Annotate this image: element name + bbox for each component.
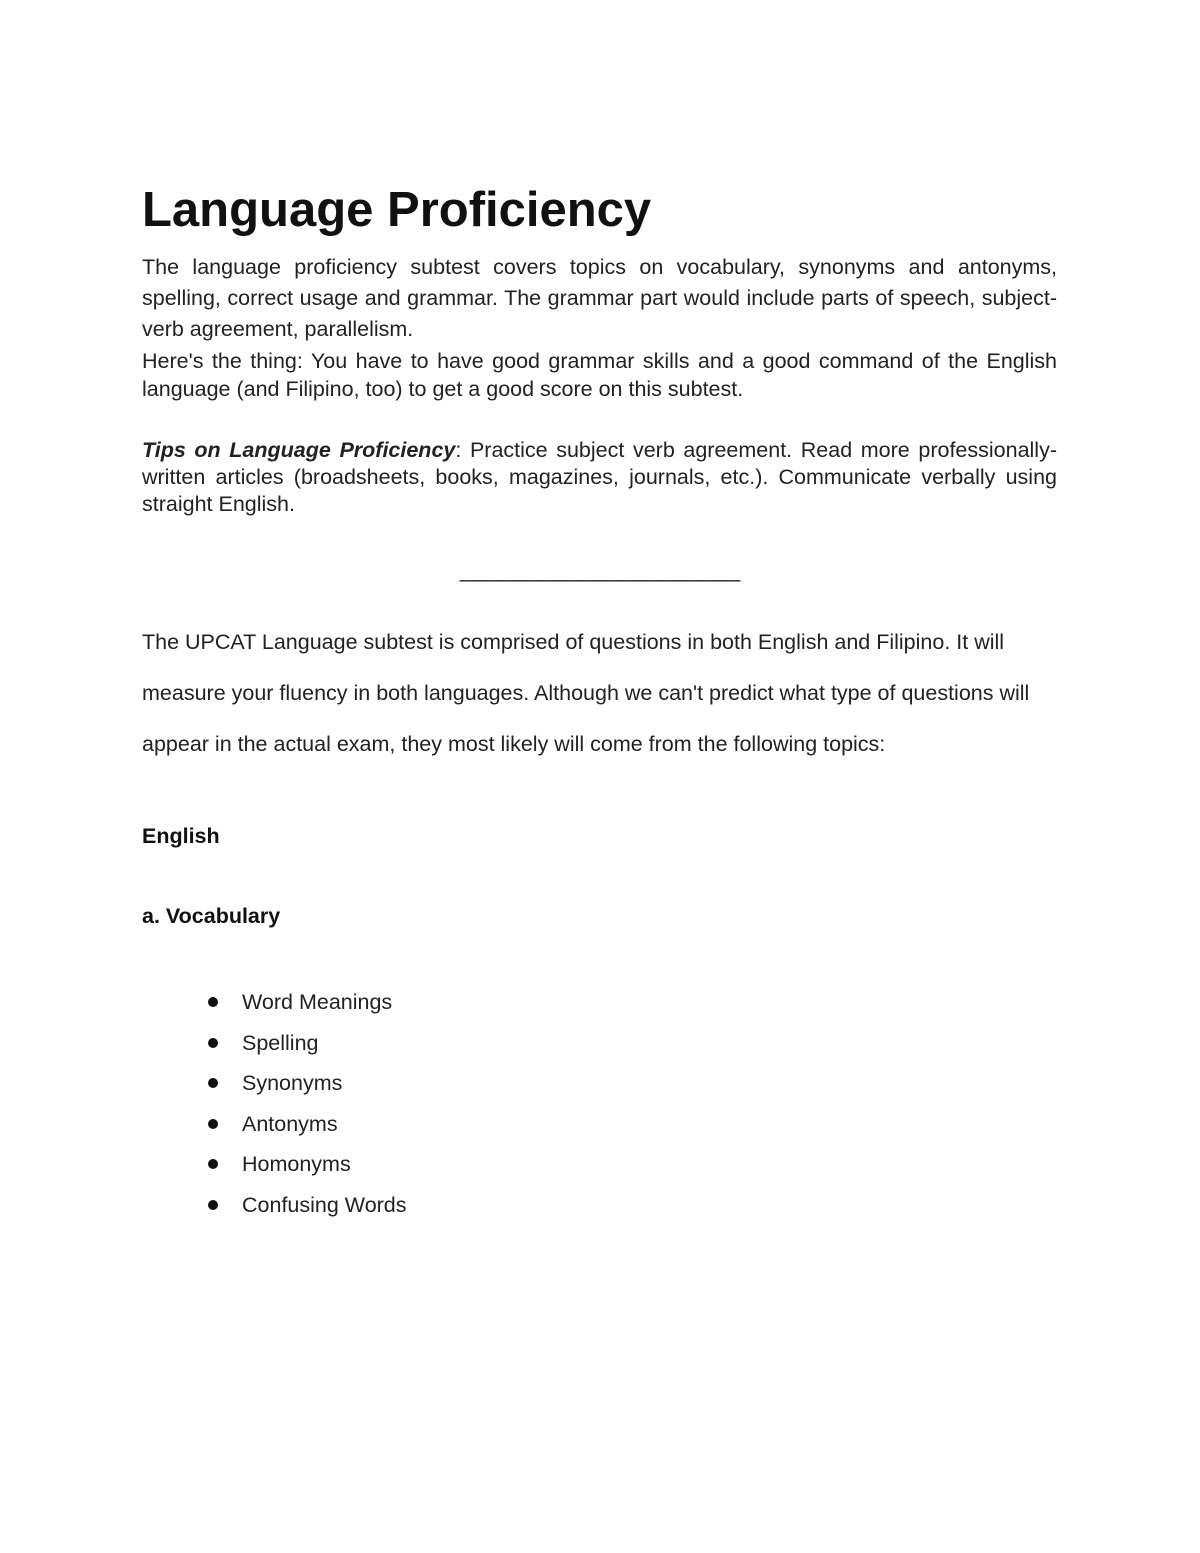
- bullet-dot-icon: [208, 1038, 218, 1048]
- english-heading: English: [142, 824, 220, 848]
- intro-paragraph: The language proficiency subtest covers topics on vocabulary, synonyms and antonyms, spelling, correct usage and grammar. The grammar part would include parts of speech, subject-verb agreement, parallelism.: [142, 255, 1057, 341]
- list-item-label: Synonyms: [242, 1071, 343, 1096]
- list-item-label: Confusing Words: [242, 1192, 407, 1217]
- list-item-label: Homonyms: [242, 1152, 351, 1177]
- bullet-dot-icon: [208, 1119, 218, 1129]
- document-content: [142, 180, 1057, 1226]
- list-item: [142, 1144, 1057, 1185]
- list-item: [142, 1063, 1057, 1104]
- list-item: [142, 1104, 1057, 1145]
- upcat-paragraph: The UPCAT Language subtest is comprised of questions in both English and Filipino. It will measure your fluency in both languages. Although we can't predict what type of questions will appear in the actual exam, they most likely will come from the following topics:: [142, 630, 1030, 756]
- list-item-label: Spelling: [242, 1030, 319, 1055]
- tips-paragraph: [142, 437, 1057, 518]
- vocabulary-heading: a. Vocabulary: [142, 904, 281, 928]
- section-divider: ——————————————: [459, 568, 740, 591]
- list-item-label: Word Meanings: [242, 990, 393, 1014]
- list-item: [142, 1023, 1057, 1064]
- bullet-dot-icon: [208, 1078, 218, 1088]
- bullet-dot-icon: [208, 1159, 218, 1169]
- list-item: [142, 1185, 1057, 1226]
- bullet-dot-icon: [208, 1200, 218, 1210]
- bullet-dot-icon: [208, 997, 218, 1007]
- tips-label: Tips on Language Proficiency: [142, 438, 456, 462]
- list-item-label: Antonyms: [242, 1111, 338, 1136]
- heres-the-thing-paragraph: Here's the thing: You have to have good grammar skills and a good command of the English language (and Filipino, too) to get a good score on this subtest.: [142, 349, 1057, 401]
- tips-text: : Practice subject verb agreement. Read more professionally-written articles (broadsheets, books, magazines, journals, etc.). Communicate verbally using straight English.: [142, 438, 1057, 516]
- page-title: Language Proficiency: [142, 183, 652, 237]
- vocabulary-list: [142, 982, 1057, 1226]
- list-item: [142, 982, 1057, 1023]
